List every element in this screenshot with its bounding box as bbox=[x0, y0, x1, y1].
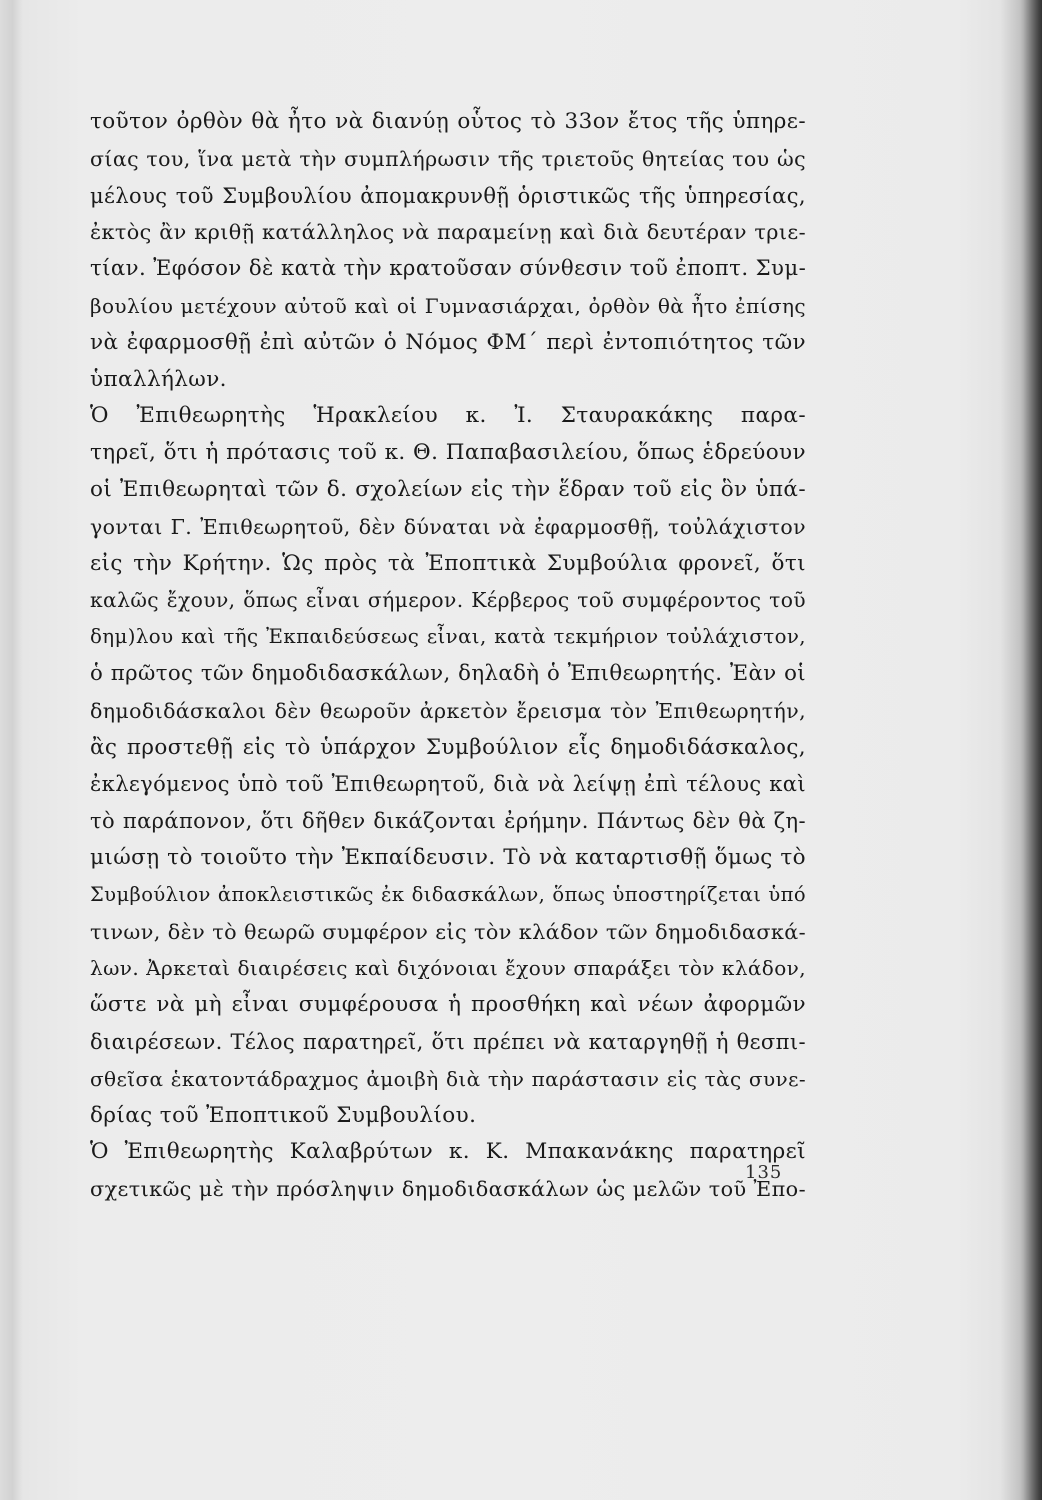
text-line: Ὁ Ἐπιθεωρητὴς Καλαβρύτων κ. Κ. Μπακανάκης παρατηρεῖ bbox=[90, 1139, 806, 1165]
text-line: ὥστε νὰ μὴ εἶναι συμφέρουσα ἡ προσθήκη καὶ νέων ἀφορμῶν bbox=[90, 992, 806, 1018]
body-text bbox=[90, 104, 806, 1208]
text-line: σχετικῶς μὲ τὴν πρόσληψιν δημοδιδασκάλων ὡς μελῶν τοῦ Ἐπο- bbox=[90, 1177, 806, 1202]
text-line: δημ)λου καὶ τῆς Ἐκπαιδεύσεως εἶναι, κατὰ τεκμήριον τοὐλάχιστον, bbox=[90, 625, 806, 649]
text-line: Συμβούλιον ἀποκλειστικῶς ἐκ διδασκάλων, ὅπως ὑποστηρίζεται ὑπό bbox=[90, 882, 806, 906]
text-line: δρίας τοῦ Ἐποπτικοῦ Συμβουλίου. bbox=[90, 1102, 477, 1128]
text-line: ἂς προστεθῇ εἰς τὸ ὑπάρχον Συμβούλιον εἷς δημοδιδάσκαλος, bbox=[90, 734, 806, 760]
text-line: νὰ ἐφαρμοσθῇ ἐπὶ αὐτῶν ὁ Νόμος ΦΜ΄ περὶ ἐντοπιότητος τῶν bbox=[90, 329, 806, 355]
text-line: γονται Γ. Ἐπιθεωρητοῦ, δὲν δύναται νὰ ἐφαρμοσθῇ, τοὐλάχιστον bbox=[90, 514, 806, 539]
text-line: μιώσῃ τὸ τοιοῦτο τὴν Ἐκπαίδευσιν. Τὸ νὰ καταρτισθῇ ὅμως τὸ bbox=[90, 844, 806, 870]
page-edge-shadow bbox=[1020, 0, 1042, 1500]
text-line: δημοδιδάσκαλοι δὲν θεωροῦν ἀρκετὸν ἔρεισμα τὸν Ἐπιθεωρητήν, bbox=[90, 698, 806, 723]
text-line: ἐκτὸς ἂν κριθῇ κατάλληλος νὰ παραμείνῃ καὶ διὰ δευτέραν τριε- bbox=[90, 220, 806, 245]
text-line: ἐκλεγόμενος ὑπὸ τοῦ Ἐπιθεωρητοῦ, διὰ νὰ λείψῃ ἐπὶ τέλους καὶ bbox=[90, 772, 806, 797]
page-number: 135 bbox=[745, 1162, 783, 1183]
text-line: διαιρέσεων. Τέλος παρατηρεῖ, ὅτι πρέπει νὰ καταργηθῇ ἡ θεσπι- bbox=[90, 1029, 806, 1054]
text-line: καλῶς ἔχουν, ὅπως εἶναι σήμερον. Κέρβερος τοῦ συμφέροντος τοῦ bbox=[90, 588, 806, 613]
text-line: μέλους τοῦ Συμβουλίου ἀπομακρυνθῇ ὁριστικῶς τῆς ὑπηρεσίας, bbox=[90, 183, 806, 208]
text-line: βουλίου μετέχουν αὐτοῦ καὶ οἱ Γυμνασιάρχαι, ὀρθὸν θὰ ἦτο ἐπίσης bbox=[90, 293, 806, 318]
text-line: Ὁ Ἐπιθεωρητὴς Ἡρακλείου κ. Ἰ. Σταυρακάκης παρα- bbox=[90, 403, 806, 429]
text-line: τηρεῖ, ὅτι ἡ πρότασις τοῦ κ. Θ. Παπαβασιλείου, ὅπως ἑδρεύουν bbox=[90, 440, 806, 466]
text-line: τινων, δὲν τὸ θεωρῶ συμφέρον εἰς τὸν κλάδον τῶν δημοδιδασκά- bbox=[90, 919, 807, 944]
text-line: σθεῖσα ἑκατοντάδραχμος ἀμοιβὴ διὰ τὴν παράστασιν εἰς τὰς συνε- bbox=[90, 1066, 806, 1091]
text-line: ὑπαλλήλων. bbox=[90, 366, 227, 392]
text-line: εἰς τὴν Κρήτην. Ὡς πρὸς τὰ Ἐποπτικὰ Συμβούλια φρονεῖ, ὅτι bbox=[90, 550, 806, 576]
text-line: τοῦτον ὀρθὸν θὰ ἦτο νὰ διανύῃ οὗτος τὸ 33ον ἔτος τῆς ὑπηρε- bbox=[90, 109, 806, 134]
text-line: σίας του, ἵνα μετὰ τὴν συμπλήρωσιν τῆς τριετοῦς θητείας του ὡς bbox=[90, 146, 806, 171]
text-line: οἱ Ἐπιθεωρηταὶ τῶν δ. σχολείων εἰς τὴν ἕδραν τοῦ εἰς ὃν ὑπά- bbox=[90, 476, 806, 502]
text-line: λων. Ἀρκεταὶ διαιρέσεις καὶ διχόνοιαι ἔχουν σπαράξει τὸν κλάδον, bbox=[90, 956, 806, 981]
text-line: τίαν. Ἐφόσον δὲ κατὰ τὴν κρατοῦσαν σύνθεσιν τοῦ ἐποπτ. Συμ- bbox=[90, 256, 807, 282]
text-line: τὸ παράπονον, ὅτι δῆθεν δικάζονται ἐρήμην. Πάντως δὲν θὰ ζη- bbox=[90, 809, 806, 834]
text-line: ὁ πρῶτος τῶν δημοδιδασκάλων, δηλαδὴ ὁ Ἐπιθεωρητής. Ἐὰν οἱ bbox=[90, 660, 806, 686]
